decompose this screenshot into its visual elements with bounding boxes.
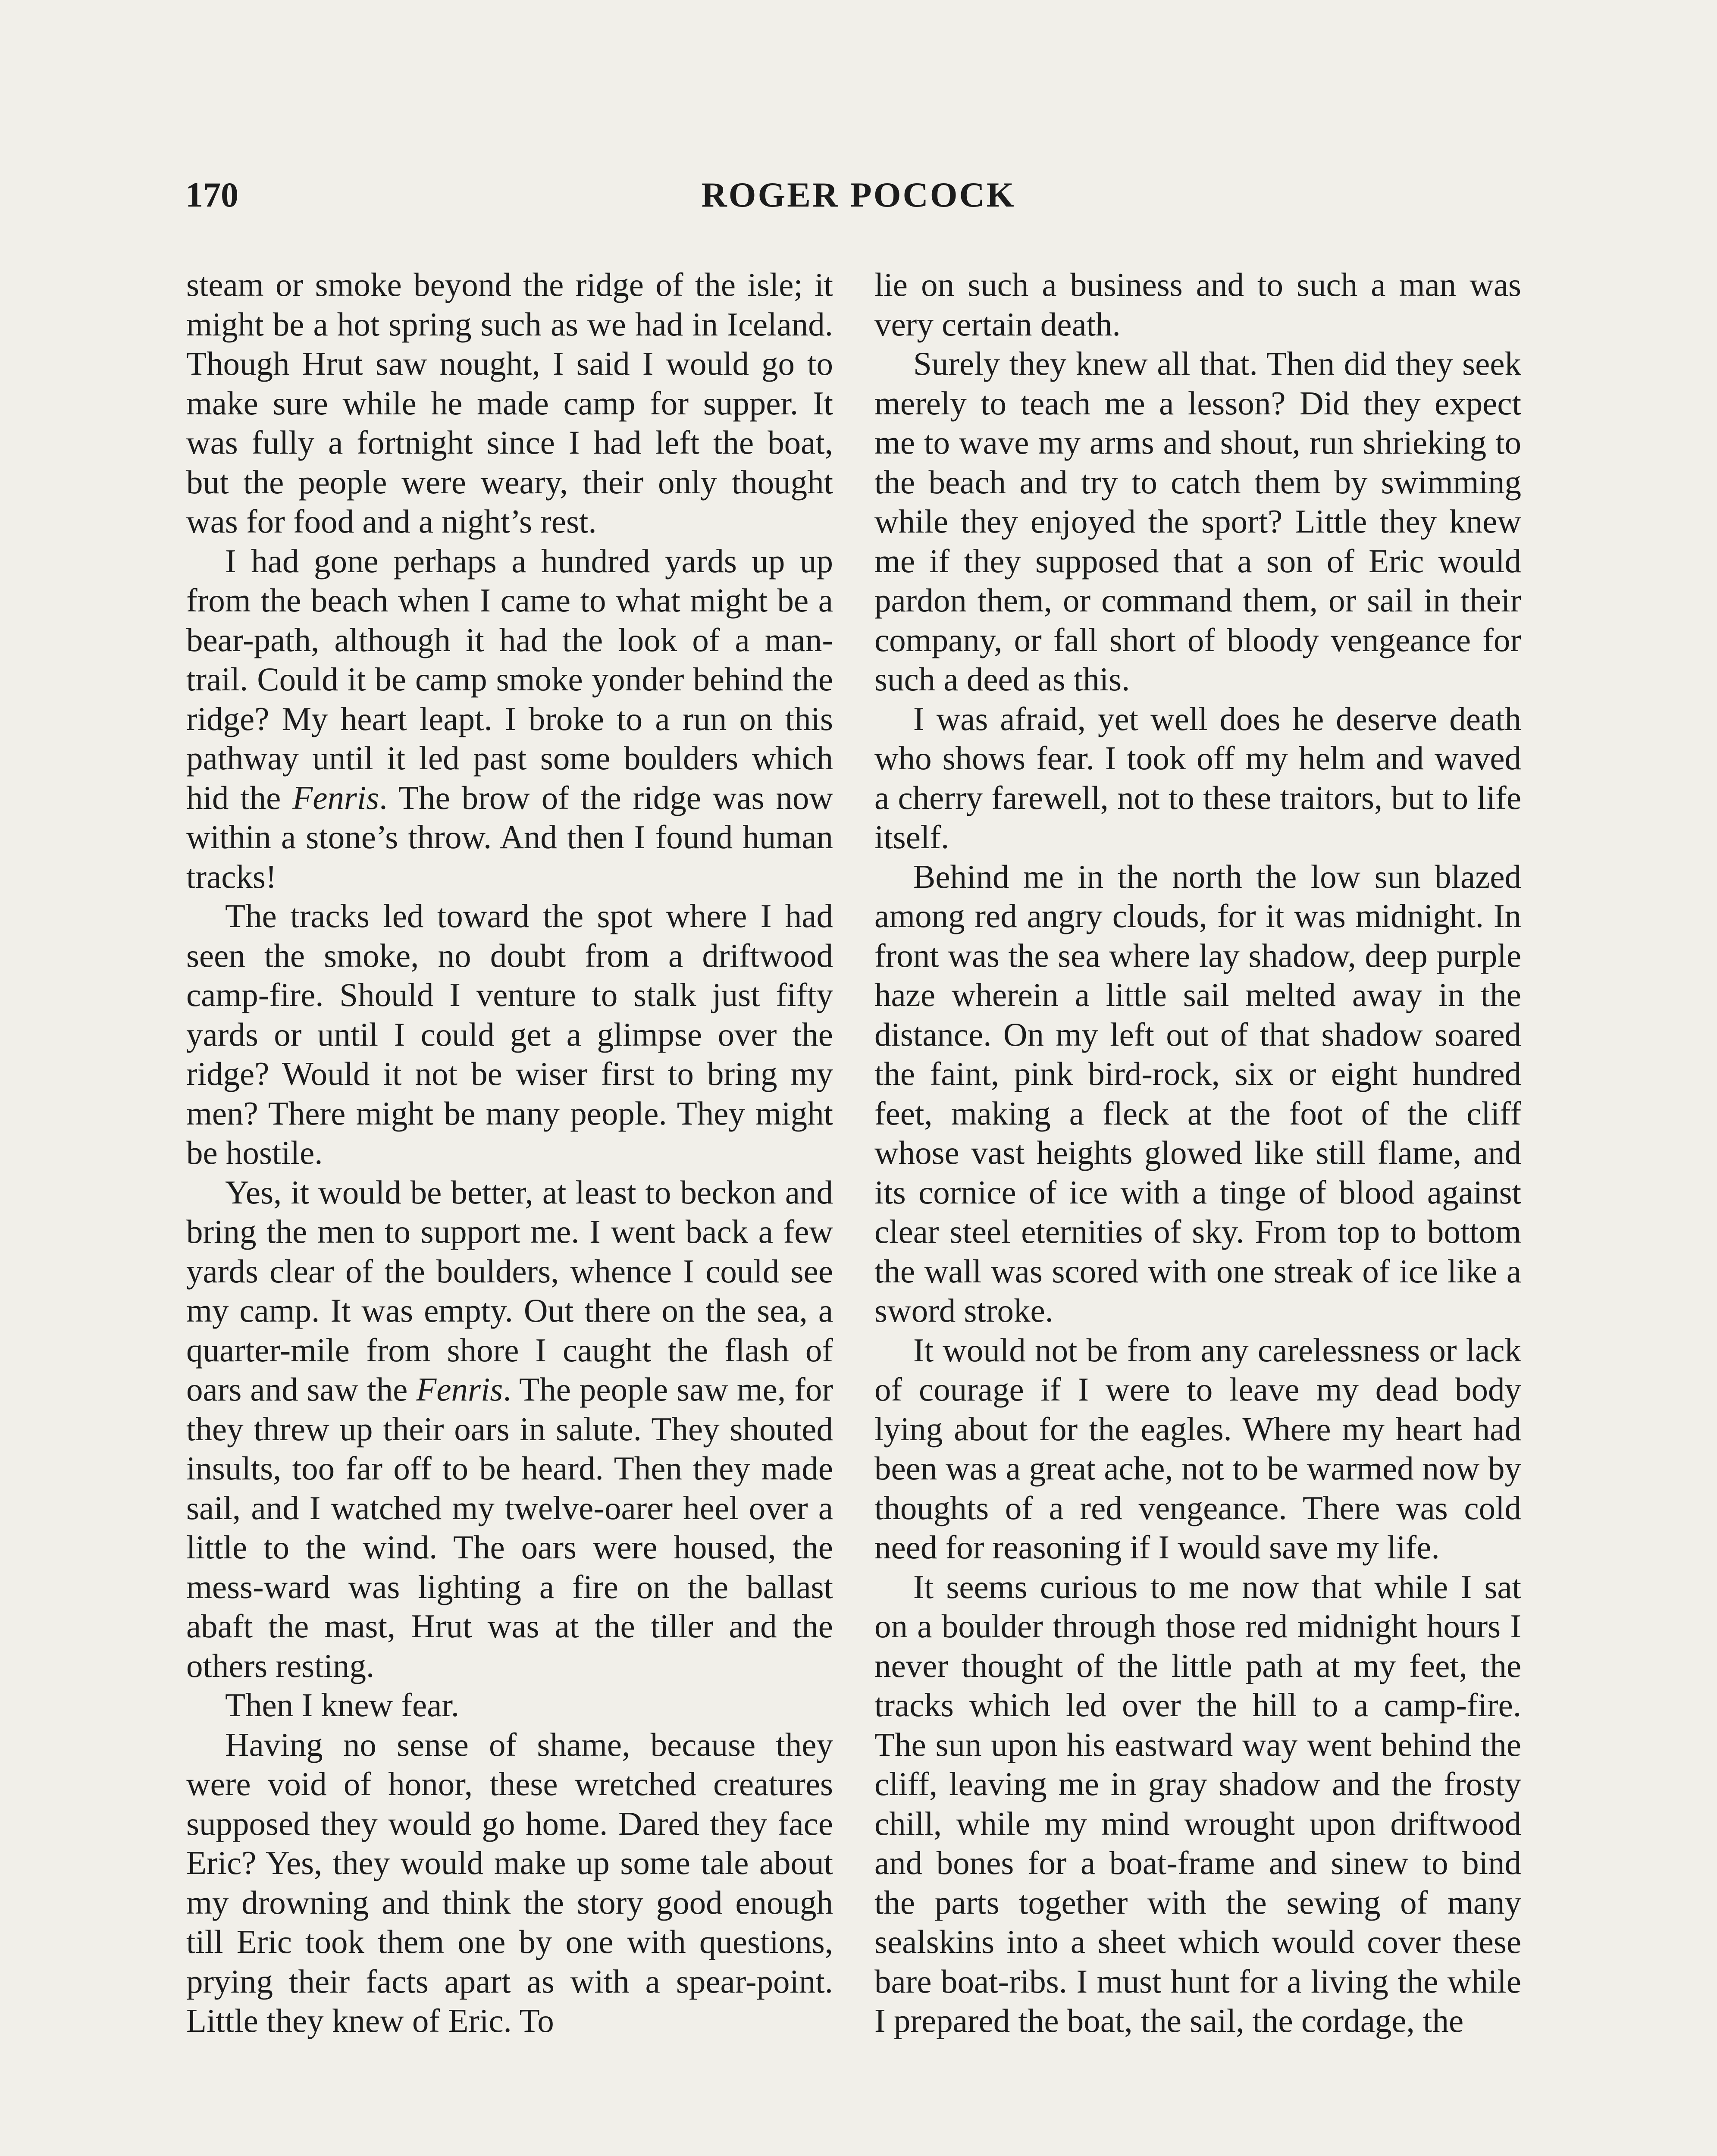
left-column xyxy=(186,265,833,2041)
running-head: ROGER POCOCK xyxy=(701,175,1016,214)
paragraph: It seems curious to me now that while I sat on a boulder through those red midnight hours I never thought of the little path at my feet, the tracks which led over the hill to a camp-fire. The sun upon his eastward way went behind the cliff, leaving me in gray shadow and the frosty chill, while my mind wrought upon driftwood and bones for a boat-frame and sinew to bind the parts together with the sewing of many sealskins into a sheet which would cover these bare boat-ribs. I must hunt for a living the while I prepared the boat, the sail, the cordage, the xyxy=(874,1568,1521,2039)
paragraph: lie on such a business and to such a man was very certain death. xyxy=(874,266,1521,343)
paragraph: Then I knew fear. xyxy=(225,1686,460,1724)
page-header xyxy=(185,175,1532,226)
paragraph: I had gone perhaps a hundred yards up up from the beach when I came to what might be a bear-path, although it had the look of a man-trail. Could it be camp smoke yonder behind the ridge? My heart leapt. I broke to a run on this pathway until it led past some boulders which hid the Fenris. The brow of the ridge was now within a stone’s throw. And then I found human tracks! xyxy=(186,542,833,895)
right-column xyxy=(874,265,1521,2041)
paragraph: I was afraid, yet well does he deserve death who shows fear. I took off my helm and waved a cherry farewell, not to these traitors, but to life itself. xyxy=(874,700,1521,856)
paragraph: The tracks led toward the spot where I had seen the smoke, no doubt from a driftwood camp-fire. Should I venture to stalk just fifty yards or until I could get a glimpse over the ridge? Would it not be wiser first to bring my men? There might be many people. They might be hostile. xyxy=(186,897,833,1171)
paragraph: steam or smoke beyond the ridge of the isle; it might be a hot spring such as we had in Iceland. Though Hrut saw nought, I said I would go to make sure while he made camp for supper. It was fully a fortnight since I had left the boat, but the people were weary, their only thought was for food and a night’s rest. xyxy=(186,266,833,540)
ship-name: Fenris xyxy=(416,1371,503,1408)
ship-name: Fenris xyxy=(292,779,379,816)
page-number: 170 xyxy=(185,175,238,214)
paragraph: It would not be from any carelessness or lack of courage if I were to leave my dead body lying about for the eagles. Where my heart had been was a great ache, not to be warmed now by thoughts of a red vengeance. There was cold need for reasoning if I would save my life. xyxy=(874,1331,1521,1566)
paragraph: Behind me in the north the low sun blazed among red angry clouds, for it was midnight. In front was the sea where lay shadow, deep purple haze wherein a little sail melted away in the distance. On my left out of that shadow soared the faint, pink bird-rock, six or eight hundred feet, making a fleck at the foot of the cliff whose vast heights glowed like still flame, and its cornice of ice with a tinge of blood against clear steel eternities of sky. From top to bottom the wall was scored with one streak of ice like a sword stroke. xyxy=(874,858,1521,1329)
paragraph: Yes, it would be better, at least to beckon and bring the men to support me. I went back a few yards clear of the boulders, whence I could see my camp. It was empty. Out there on the sea, a quarter-mile from shore I caught the flash of oars and saw the Fenris. The people saw me, for they threw up their oars in salute. They shouted insults, too far off to be heard. Then they made sail, and I watched my twelve-oarer heel over a little to the wind. The oars were housed, the mess-ward was lighting a fire on the ballast abaft the mast, Hrut was at the tiller and the others resting. xyxy=(186,1173,833,1684)
paragraph: Surely they knew all that. Then did they seek merely to teach me a lesson? Did they expect me to wave my arms and shout, run shrieking to the beach and try to catch them by swimming while they enjoyed the sport? Little they knew me if they supposed that a son of Eric would pardon them, or command them, or sail in their company, or fall short of bloody vengeance for such a deed as this. xyxy=(874,345,1521,698)
paragraph: Having no sense of shame, because they were void of honor, these wretched creatures supposed they would go home. Dared they face Eric? Yes, they would make up some tale about my drowning and think the story good enough till Eric took them one by one with questions, prying their facts apart as with a spear-point. Little they knew of Eric. To xyxy=(186,1726,833,2039)
